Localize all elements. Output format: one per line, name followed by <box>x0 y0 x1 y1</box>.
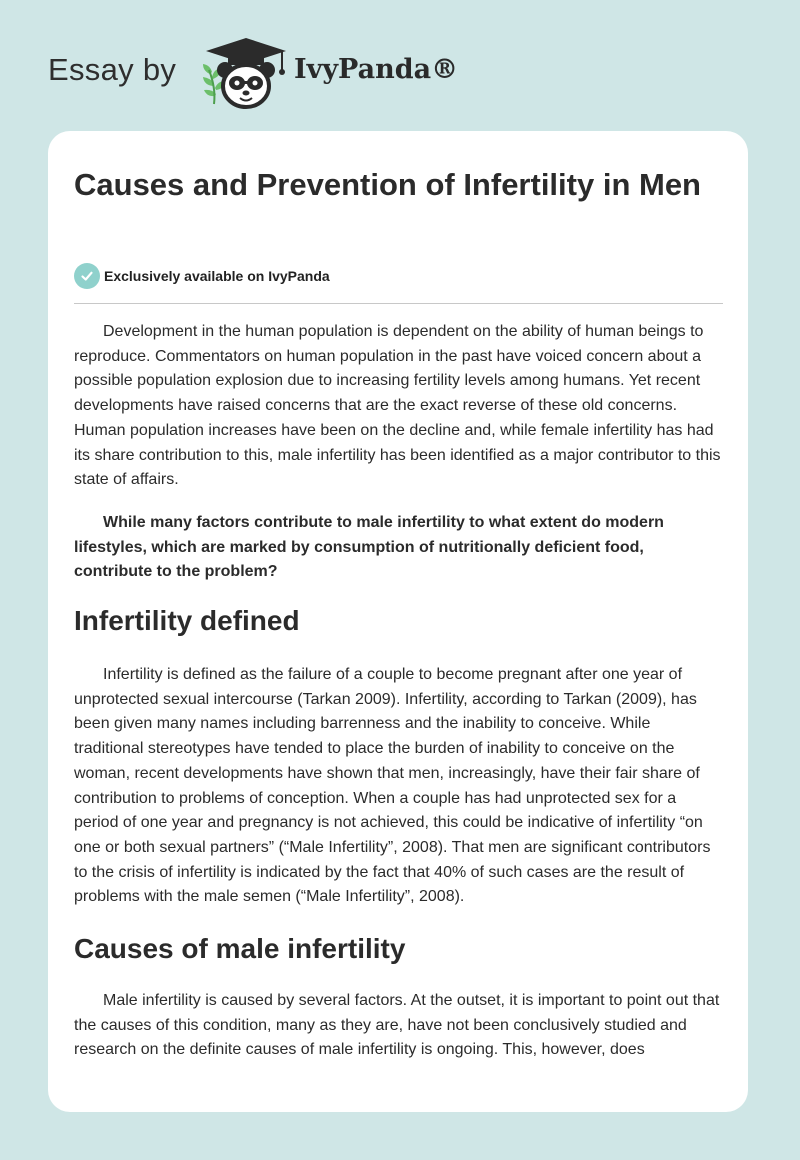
panda-logo-icon <box>200 34 292 110</box>
paragraph-intro: Development in the human population is dependent on the ability of human beings to reproduce. Commentators on human population in the past have voiced concern about a possible population explosion due to increasing fertility levels among humans. Yet recent developments have raised concerns that are the exact reverse of these old concerns. Human population increases have been on the decline and, while female infertility has had its share contribution to this, male infertility has been identified as a major contributor to this state of affairs. <box>74 323 721 489</box>
ivypanda-brand-name[interactable]: IvyPanda® <box>294 54 459 85</box>
essay-by-label: Essay by <box>48 52 177 87</box>
title-divider <box>74 303 723 304</box>
check-circle-icon <box>74 263 100 289</box>
paragraph-causes: Male infertility is caused by several factors. At the outset, it is important to point out that the causes of this condition, many as they are, have not been conclusively studied and research on the definite causes of male infertility is ongoing. This, however, does <box>74 992 720 1059</box>
site-header <box>0 0 800 130</box>
heading-causes: Causes of male infertility <box>74 933 406 964</box>
exclusive-badge-label: Exclusively available on IvyPanda <box>104 268 330 284</box>
heading-infertility-defined: Infertility defined <box>74 605 300 636</box>
research-question: While many factors contribute to male infertility to what extent do modern lifestyles, which are marked by consumption of nutritionally deficient food, contribute to the problem? <box>74 514 664 581</box>
essay-title: Causes and Prevention of Infertility in Men <box>74 167 701 202</box>
paragraph-infertility-defined: Infertility is defined as the failure of a couple to become pregnant after one year of unprotected sexual intercourse (Tarkan 2009). Infertility, according to Tarkan (2009), has been given many names including barrenness and the inability to conceive. While traditional stereotypes have tended to place the burden of inability to conceive on the woman, recent developments have shown that men, increasingly, have their fair share of contribution to problems of conception. When a couple has had unprotected sex for a period of one year and pregnancy is not achieved, this could be indicative of infertility “on one or both sexual partners” (“Male Infertility”, 2008). That men are significant contributors to the crisis of infertility is indicated by the fact that 40% of such cases are the result of problems with the male semen (“Male Infertility”, 2008). <box>74 666 711 906</box>
essay-card <box>48 131 748 1112</box>
exclusive-badge <box>74 263 330 289</box>
